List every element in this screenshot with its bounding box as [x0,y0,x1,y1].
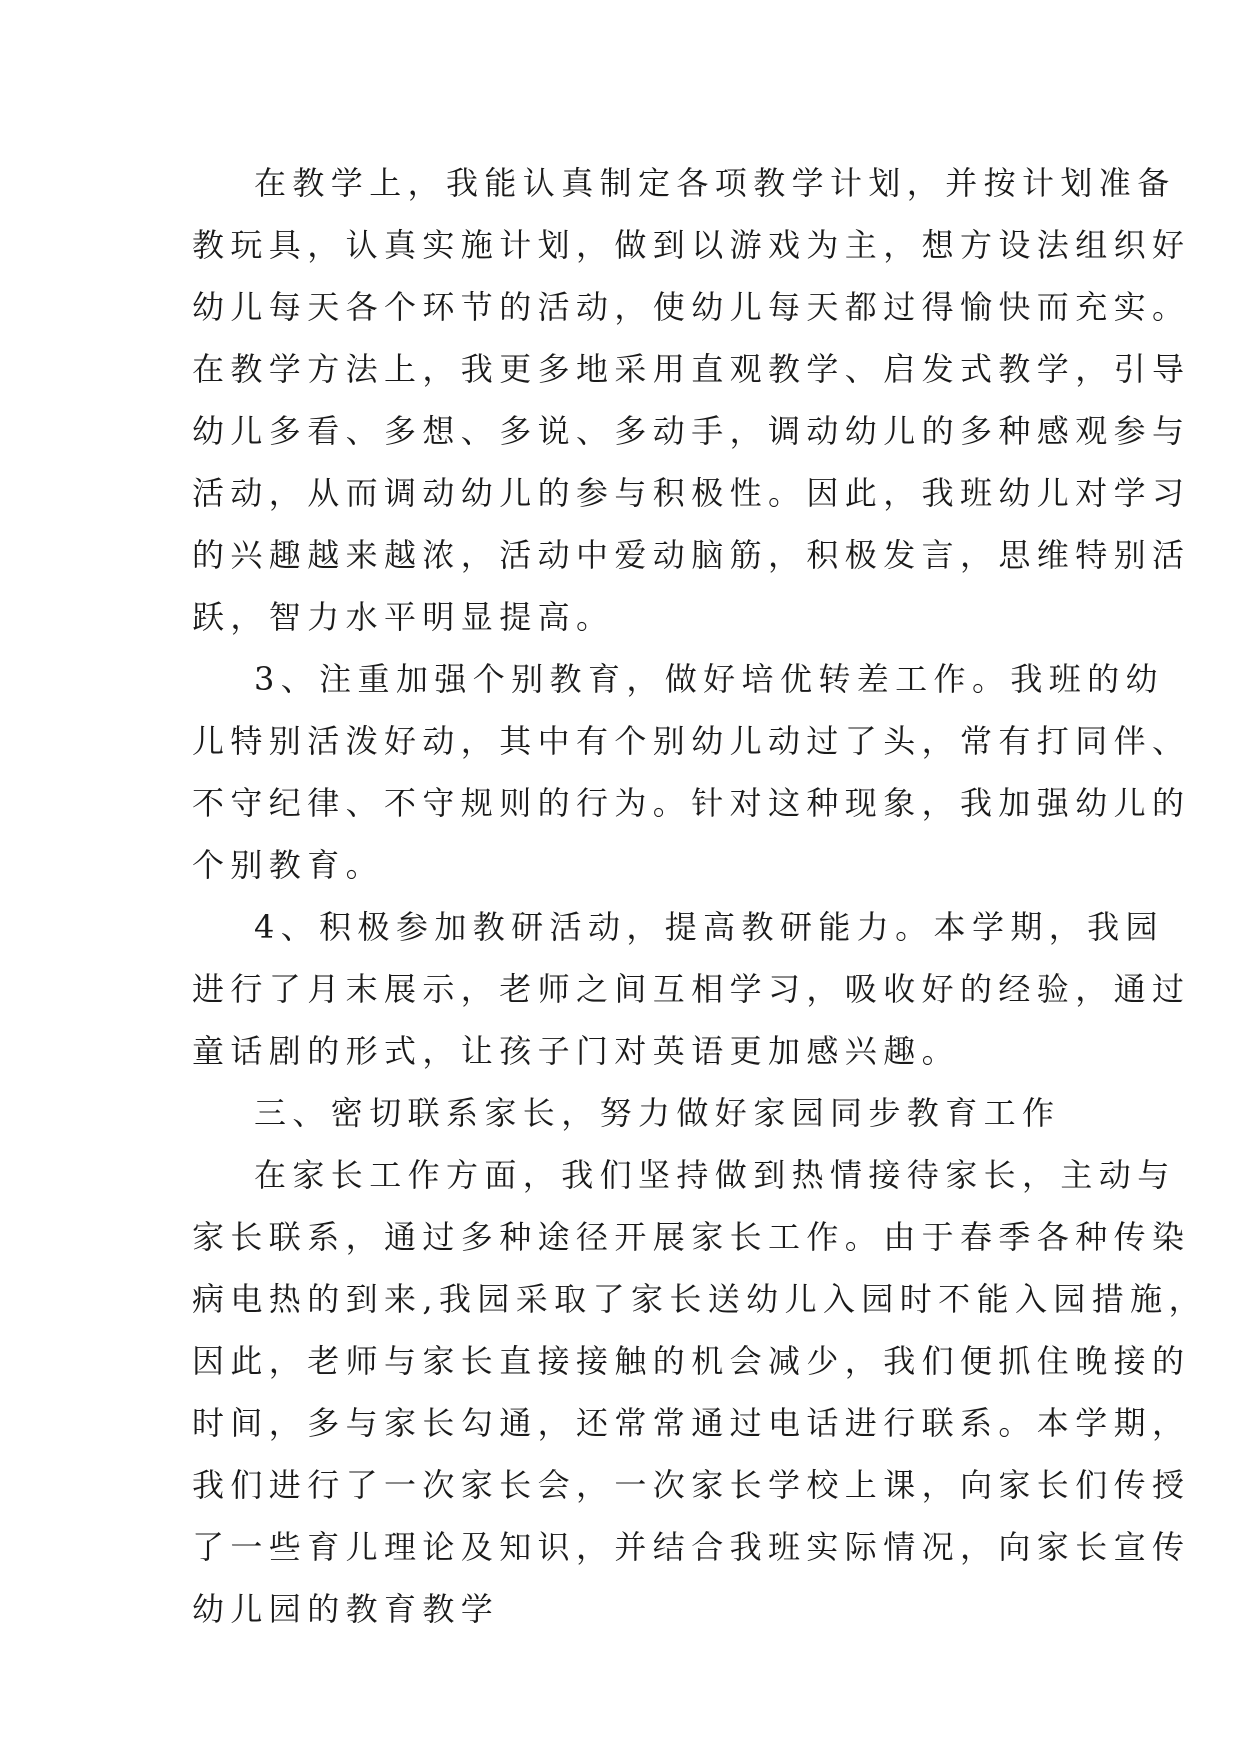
text-line: 幼儿每天各个环节的活动，使幼儿每天都过得愉快而充实。 [192,288,1191,326]
text-line: 儿特别活泼好动，其中有个别幼儿动过了头，常有打同伴、 [192,722,1191,760]
text-line: 幼儿园的教育教学 [192,1590,500,1628]
text-line: 不守纪律、不守规则的行为。针对这种现象，我加强幼儿的 [192,784,1191,822]
text-line: 家长联系，通过多种途径开展家长工作。由于春季各种传染 [192,1218,1191,1256]
paragraph-parent-work [192,1144,1207,1640]
paragraph-teaching-research [192,896,1191,1082]
text-line: 跃，智力水平明显提高。 [192,598,615,636]
section-heading: 三、密切联系家长，努力做好家园同步教育工作 [254,1094,1061,1132]
text-line: 病电热的到来,我园采取了家长送幼儿入园时不能入园措施， [192,1280,1207,1318]
text-line: 教玩具，认真实施计划，做到以游戏为主，想方设法组织好 [192,226,1191,264]
body-text [192,152,1207,1640]
text-line: 在教学上，我能认真制定各项教学计划，并按计划准备 [254,164,1176,202]
text-line: 了一些育儿理论及知识，并结合我班实际情况，向家长宣传 [192,1528,1191,1566]
text-line: 我们进行了一次家长会，一次家长学校上课，向家长们传授 [192,1466,1191,1504]
text-line: 童话剧的形式，让孩子门对英语更加感兴趣。 [192,1032,961,1070]
text-line: 4、积极参加教研活动，提高教研能力。本学期，我园 [254,908,1164,946]
paragraph-teaching [192,152,1191,648]
text-line: 因此，老师与家长直接接触的机会减少，我们便抓住晚接的 [192,1342,1191,1380]
text-line: 进行了月末展示，老师之间互相学习，吸收好的经验，通过 [192,970,1191,1008]
text-line: 时间，多与家长勾通，还常常通过电话进行联系。本学期， [192,1404,1191,1442]
text-line: 在教学方法上，我更多地采用直观教学、启发式教学，引导 [192,350,1191,388]
paragraph-individual-education [192,648,1191,896]
text-line: 的兴趣越来越浓，活动中爱动脑筋，积极发言，思维特别活 [192,536,1191,574]
text-line: 活动，从而调动幼儿的参与积极性。因此，我班幼儿对学习 [192,474,1191,512]
section-heading-parents [192,1082,1092,1144]
text-line: 在家长工作方面，我们坚持做到热情接待家长，主动与 [254,1156,1176,1194]
text-line: 个别教育。 [192,846,385,884]
text-line: 3、注重加强个别教育，做好培优转差工作。我班的幼 [254,660,1164,698]
text-line: 幼儿多看、多想、多说、多动手，调动幼儿的多种感观参与 [192,412,1191,450]
